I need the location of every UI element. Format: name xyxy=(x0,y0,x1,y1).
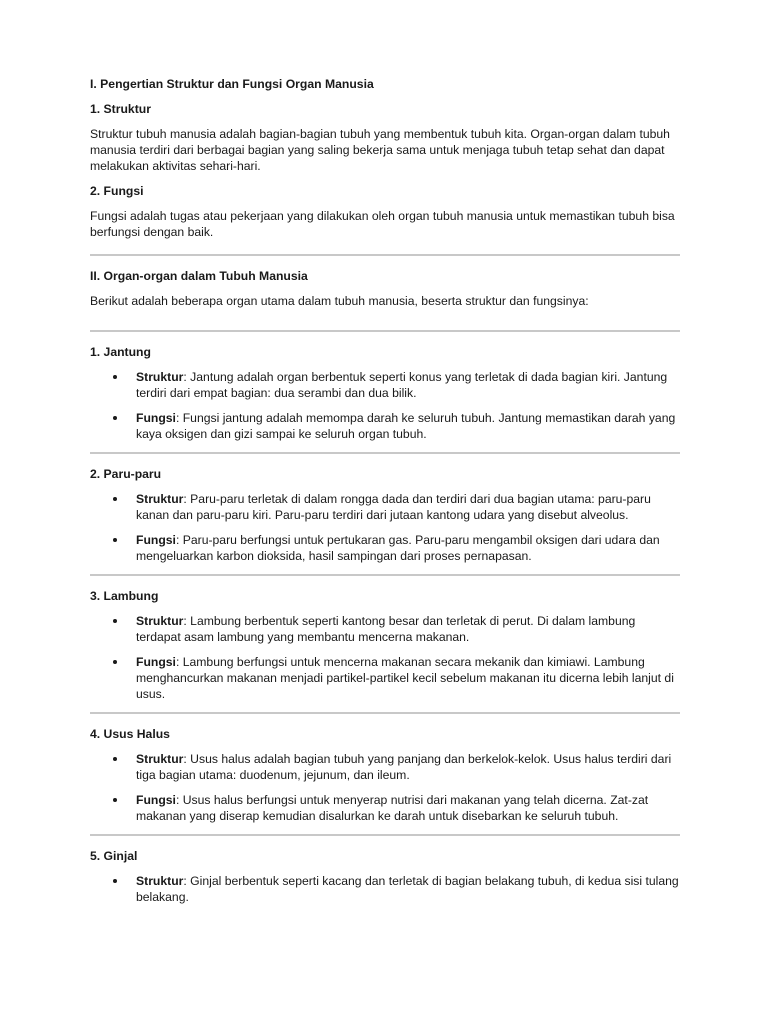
list-item xyxy=(90,792,680,824)
struktur-label: Struktur xyxy=(136,874,184,888)
fungsi-label: Fungsi xyxy=(136,533,176,547)
struktur-text: : Paru-paru terletak di dalam rongga dada dan terdiri dari dua bagian utama: paru-paru kanan dan paru-paru kiri. Paru-paru terdiri dari jutaan kantong udara yang disebut alveolus. xyxy=(136,492,651,522)
list-item xyxy=(90,873,680,905)
organ-bullet-list xyxy=(90,491,680,564)
organ-heading: 2. Paru-paru xyxy=(90,467,162,481)
divider xyxy=(90,834,680,836)
fungsi-label: Fungsi xyxy=(136,655,176,669)
organ-section-jantung xyxy=(90,344,680,442)
list-item xyxy=(90,654,680,702)
organ-heading: 3. Lambung xyxy=(90,589,159,603)
organ-section-usus-halus xyxy=(90,726,680,824)
divider xyxy=(90,712,680,714)
struktur-label: Struktur xyxy=(136,752,184,766)
organ-section-lambung xyxy=(90,588,680,702)
organ-bullet-list xyxy=(90,873,680,905)
fungsi-label: Fungsi xyxy=(136,793,176,807)
list-item xyxy=(90,491,680,523)
list-item xyxy=(90,532,680,564)
struktur-label: Struktur xyxy=(136,614,184,628)
bullet-icon xyxy=(113,879,117,883)
list-item xyxy=(90,751,680,783)
fungsi-label: Fungsi xyxy=(136,411,176,425)
bullet-icon xyxy=(113,798,117,802)
bullet-icon xyxy=(113,497,117,501)
struktur-label: Struktur xyxy=(136,370,184,384)
struktur-text: : Jantung adalah organ berbentuk seperti konus yang terletak di dada bagian kiri. Jantung terdiri dari empat bagian: dua serambi dan dua bilik. xyxy=(136,370,668,400)
struktur-text: : Usus halus adalah bagian tubuh yang panjang dan berkelok-kelok. Usus halus terdiri dari tiga bagian utama: duodenum, jejunum, dan ileum. xyxy=(136,752,672,782)
struktur-text: : Ginjal berbentuk seperti kacang dan terletak di bagian belakang tubuh, di kedua sisi tulang belakang. xyxy=(136,874,679,904)
divider xyxy=(90,452,680,454)
struktur-label: Struktur xyxy=(136,492,184,506)
struktur-paragraph: Struktur tubuh manusia adalah bagian-bagian tubuh yang membentuk tubuh kita. Organ-organ dalam tubuh manusia terdiri dari berbagai bagian yang saling bekerja sama untuk menjaga tubuh tetap sehat dan dapat melakukan aktivitas sehari-hari. xyxy=(90,127,670,173)
divider xyxy=(90,254,680,256)
bullet-icon xyxy=(113,757,117,761)
list-item xyxy=(90,410,680,442)
fungsi-paragraph: Fungsi adalah tugas atau pekerjaan yang dilakukan oleh organ tubuh manusia untuk memastikan tubuh bisa berfungsi dengan baik. xyxy=(90,209,675,239)
organ-bullet-list xyxy=(90,751,680,824)
struktur-text: : Lambung berbentuk seperti kantong besar dan terletak di perut. Di dalam lambung terdapat asam lambung yang membantu mencerna makanan. xyxy=(136,614,636,644)
document-page xyxy=(90,76,680,914)
bullet-icon xyxy=(113,375,117,379)
section-2-intro: Berikut adalah beberapa organ utama dalam tubuh manusia, beserta struktur dan fungsinya: xyxy=(90,294,589,308)
section-2-title: II. Organ-organ dalam Tubuh Manusia xyxy=(90,269,308,283)
bullet-icon xyxy=(113,416,117,420)
bullet-icon xyxy=(113,619,117,623)
fungsi-text: : Paru-paru berfungsi untuk pertukaran gas. Paru-paru mengambil oksigen dari udara dan mengeluarkan karbon dioksida, hasil sampingan dari proses pernapasan. xyxy=(136,533,660,563)
organ-heading: 5. Ginjal xyxy=(90,849,138,863)
organ-heading: 4. Usus Halus xyxy=(90,727,170,741)
bullet-icon xyxy=(113,538,117,542)
organ-section-ginjal xyxy=(90,848,680,905)
organ-bullet-list xyxy=(90,613,680,702)
fungsi-text: : Lambung berfungsi untuk mencerna makanan secara mekanik dan kimiawi. Lambung menghancurkan makanan menjadi partikel-partikel kecil sebelum makanan itu dicerna lebih lanjut di usus. xyxy=(136,655,674,701)
fungsi-heading: 2. Fungsi xyxy=(90,184,144,198)
list-item xyxy=(90,613,680,645)
divider xyxy=(90,330,680,332)
organ-bullet-list xyxy=(90,369,680,442)
fungsi-text: : Fungsi jantung adalah memompa darah ke seluruh tubuh. Jantung memastikan darah yang kaya oksigen dan gizi sampai ke seluruh organ tubuh. xyxy=(136,411,676,441)
struktur-heading: 1. Struktur xyxy=(90,102,151,116)
organ-section-paru-paru xyxy=(90,466,680,564)
fungsi-text: : Usus halus berfungsi untuk menyerap nutrisi dari makanan yang telah dicerna. Zat-zat makanan yang diserap kemudian disalurkan ke darah untuk disebarkan ke seluruh tubuh. xyxy=(136,793,649,823)
section-1-title: I. Pengertian Struktur dan Fungsi Organ Manusia xyxy=(90,77,374,91)
bullet-icon xyxy=(113,660,117,664)
organ-heading: 1. Jantung xyxy=(90,345,151,359)
divider xyxy=(90,574,680,576)
list-item xyxy=(90,369,680,401)
